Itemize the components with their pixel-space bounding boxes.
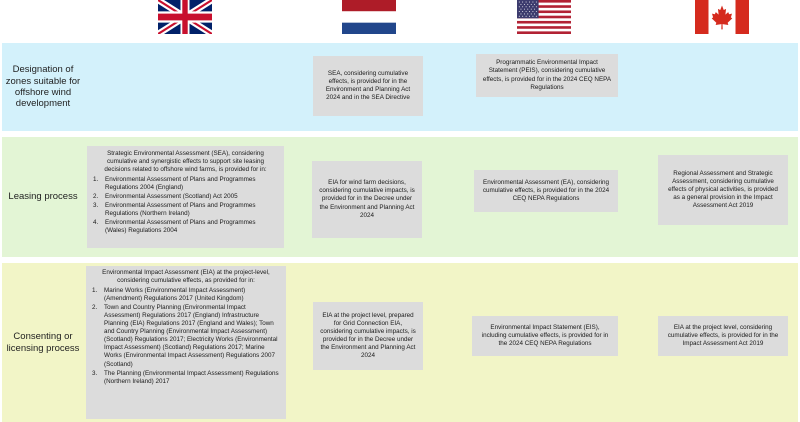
nl-designation-text: SEA, considering cumulative effects, is provided for in the Environment and Planning Act 2024 and in the SEA Directive [325, 69, 411, 102]
designation-band [2, 43, 798, 131]
us-leasing-box [474, 170, 618, 212]
list-item: 1. Marine Works (Environmental Impact Assessment) (Amendment) Regulations 2017 (United Kingdom) [92, 287, 246, 303]
list-item: 2. Environmental Assessment (Scotland) Act 2005 [93, 193, 238, 201]
us-designation-box [476, 54, 618, 97]
uk-consenting-box [86, 266, 286, 419]
row-label-leasing: Leasing process [8, 191, 78, 203]
nl-leasing-text: EIA for wind farm decisions, considering cumulative impacts, is provided for in the Decree under the Environment and Planning Act 2024 [319, 179, 415, 219]
us-leasing-text: Environmental Assessment (EA), considering cumulative effects, is provided for in the 2024 CEQ NEPA Regulations [482, 178, 610, 203]
us-designation-text: Programmatic Environmental Impact Statement (PEIS), considering cumulative effects, is provided for in the 2024 CEQ NEPA Regulations [482, 59, 612, 91]
nl-consenting-box [313, 302, 423, 370]
ca-consenting-box [658, 316, 788, 356]
consenting-band [2, 263, 798, 422]
row-label-designation: Designation of zones suitable for offshore wind development [5, 64, 81, 110]
ca-consenting-text: EIA at the project level, considering cumulative effects, is provided for in the Impact Assessment Act 2019 [667, 323, 779, 348]
canada-flag-icon [695, 0, 749, 34]
ca-leasing-text: Regional Assessment and Strategic Assessment, considering cumulative effects of physical activities, is provided as a general provision in the Impact Assessment Act 2019 [668, 169, 778, 210]
uk-consenting-list [92, 287, 280, 386]
us-consenting-box [472, 316, 618, 356]
leasing-band [2, 137, 798, 257]
usa-flag-icon [517, 0, 571, 34]
list-item: 4. Environmental Assessment of Plans and Programmes (Wales) Regulations 2004 [93, 219, 256, 235]
nl-consenting-text: EIA at the project level, prepared for Grid Connection EIA, considering cumulative impacts, is provided for in the Decree under the Environment and Planning Act 2024 [320, 311, 416, 360]
list-item: 3. Environmental Assessment of Plans and Programmes Regulations (Northern Ireland) [93, 202, 256, 218]
uk-consenting-intro: Environmental Impact Assessment (EIA) at the project-level, considering cumulative effects, as provided for in: [102, 269, 270, 285]
uk-leasing-box [87, 146, 284, 248]
uk-leasing-list [93, 176, 278, 235]
uk-flag-icon [158, 0, 212, 34]
list-item: 1. Environmental Assessment of Plans and Programmes Regulations 2004 (England) [93, 176, 256, 192]
row-label-consenting: Consenting or licensing process [6, 331, 80, 354]
us-consenting-text: Environmental Impact Statement (EIS), including cumulative effects, is provided for in the 2024 CEQ NEPA Regulations [481, 323, 609, 348]
nl-designation-box [313, 56, 423, 116]
uk-leasing-intro: Strategic Environmental Assessment (SEA), considering cumulative and synergistic effects to support site leasing decisions related to offshore wind farms, is provided for in: [104, 150, 267, 174]
netherlands-flag-icon [342, 0, 396, 34]
list-item: 3. The Planning (Environmental Impact Assessment) Regulations (Northern Ireland) 2017 [92, 369, 279, 385]
list-item: 2. Town and Country Planning (Environmental Impact Assessment) Regulations 2017 (England) Infrastructure Planning (EIA) Regulations 2017 (England and Wales); Town and Country Planning (Environmental Impact Assessment) (Scotland) Regulations 2017; Electricity Works (Environmental Impact Assessment) (Scotland) Regulations 2017; Marine Works (Environmental Impact Assessment) Regulations 2007 (Scotland) [92, 304, 278, 368]
ca-leasing-box [658, 155, 788, 225]
nl-leasing-box [312, 161, 422, 238]
